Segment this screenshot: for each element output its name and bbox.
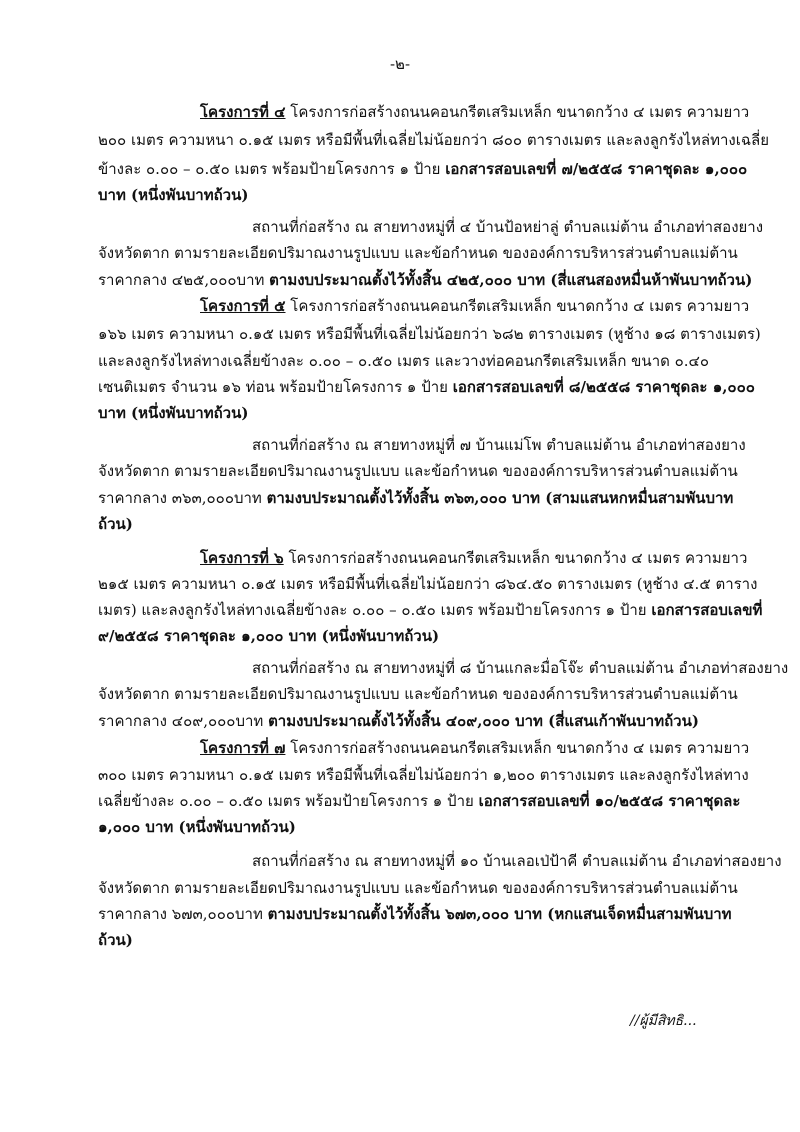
text-line — [98, 485, 734, 511]
text-segment: โครงการก่อสร้างถนนคอนกรีตเสริมเหล็ก ขนาดกว้าง ๔ เมตร ความยาว — [285, 103, 750, 121]
bold-text-segment: บาท (หนึ่งพันบาทถ้วน) — [98, 404, 249, 422]
bold-text-segment: ตามงบประมาณตั้งไว้ทั้งสิ้น ๓๖๓,๐๐๐ บาท (สามแสนหกหมื่นสามพันบาท — [266, 489, 734, 507]
text-segment: สถานที่ก่อสร้าง ณ สายทางหมู่ที่ ๑๐ บ้านเลอเป่ป้าคี ตำบลแม่ต้าน อำเภอท่าสองยาง — [252, 852, 782, 870]
text-line — [98, 623, 730, 649]
text-line — [98, 708, 730, 734]
text-segment: เฉลี่ยข้างละ ๐.๐๐ – ๐.๕๐ เมตร พร้อมป้ายโครงการ ๑ ป้าย — [98, 792, 479, 810]
project-header-line — [200, 293, 750, 319]
text-line — [252, 848, 782, 874]
text-segment: จังหวัดตาก ตามรายละเอียดปริมาณงานรูปแบบ และข้อกำหนด ขององค์การบริหารส่วนตำบลแม่ต้าน — [98, 879, 738, 897]
bold-text-segment: ๑,๐๐๐ บาท (หนึ่งพันบาทถ้วน) — [98, 818, 296, 836]
bold-text-segment: เอกสารสอบเลขที่ ๗/๒๕๕๘ ราคาชุดละ ๑,๐๐๐ — [445, 160, 748, 178]
text-segment: เมตร) และลงลูกรังไหล่ทางเฉลี่ยข้างละ ๐.๐๐ – ๐.๕๐ เมตร พร้อมป้ายโครงการ ๑ ป้าย — [98, 601, 652, 619]
bold-text-segment: เอกสารสอบเลขที่ — [651, 601, 763, 619]
text-line — [98, 511, 730, 537]
text-segment: เซนติเมตร จำนวน ๑๖ ท่อน พร้อมป้ายโครงการ ๑ ป้าย — [98, 378, 453, 396]
text-segment: ๑๖๖ เมตร ความหนา ๐.๑๕ เมตร หรือมีพื้นที่เฉลี่ยไม่น้อยกว่า ๖๘๒ ตารางเมตร (หูช้าง ๑๘ ตารางเมตร) — [98, 325, 761, 343]
text-line — [98, 400, 730, 426]
text-line — [98, 127, 770, 153]
text-segment: ข้างละ ๐.๐๐ – ๐.๕๐ เมตร พร้อมป้ายโครงการ ๑ ป้าย — [98, 160, 446, 178]
page-number: -๒- — [389, 55, 411, 73]
text-segment: ราคากลาง ๔๐๙,๐๐๐บาท — [98, 712, 269, 730]
text-line — [98, 156, 748, 182]
text-segment: ๒๑๕ เมตร ความหนา ๐.๑๕ เมตร หรือมีพื้นที่เฉลี่ยไม่น้อยกว่า ๘๖๔.๕๐ ตารางเมตร (หูช้าง ๔.๕ ตาราง — [98, 575, 758, 593]
text-segment: โครงการก่อสร้างถนนคอนกรีตเสริมเหล็ก ขนาดกว้าง ๔ เมตร ความยาว — [285, 297, 750, 315]
text-line — [98, 875, 738, 901]
text-segment: ๒๐๐ เมตร ความหนา ๐.๑๕ เมตร หรือมีพื้นที่เฉลี่ยไม่น้อยกว่า ๘๐๐ ตารางเมตร และลงลูกรังไหล่ทางเฉลี่ย — [98, 131, 770, 149]
text-segment: ราคากลาง ๖๗๓,๐๐๐บาท — [98, 905, 268, 923]
text-segment: จังหวัดตาก ตามรายละเอียดปริมาณงานรูปแบบ และข้อกำหนด ขององค์การบริหารส่วนตำบลแม่ต้าน — [98, 244, 738, 262]
project-header-line — [200, 735, 750, 761]
project-number-label: โครงการที่ ๖ — [200, 549, 284, 567]
project-number-label: โครงการที่ ๕ — [200, 297, 286, 315]
text-segment: สถานที่ก่อสร้าง ณ สายทางหมู่ที่ ๔ บ้านป้อหย่าลู่ ตำบลแม่ต้าน อำเภอท่าสองยาง — [252, 218, 764, 236]
bold-text-segment: บาท (หนึ่งพันบาทถ้วน) — [98, 186, 249, 204]
text-line — [98, 597, 763, 623]
bold-text-segment: เอกสารสอบเลขที่ ๑๐/๒๕๕๘ ราคาชุดละ — [478, 792, 741, 810]
text-line — [98, 374, 755, 400]
bold-text-segment: ตามงบประมาณตั้งไว้ทั้งสิ้น ๖๗๓,๐๐๐ บาท (หกแสนเจ็ดหมื่นสามพันบาท — [267, 905, 732, 923]
text-line — [98, 182, 730, 208]
text-line — [98, 267, 753, 293]
text-line — [252, 655, 789, 681]
text-line — [98, 321, 761, 347]
bold-text-segment: ตามงบประมาณตั้งไว้ทั้งสิ้น ๔๒๕,๐๐๐ บาท (สี่แสนสองหมื่นห้าพันบาทถ้วน) — [269, 271, 753, 289]
text-segment: จังหวัดตาก ตามรายละเอียดปริมาณงานรูปแบบ และข้อกำหนด ขององค์การบริหารส่วนตำบลแม่ต้าน — [98, 685, 738, 703]
text-segment: สถานที่ก่อสร้าง ณ สายทางหมู่ที่ ๘ บ้านแกละมื่อโจ๊ะ ตำบลแม่ต้าน อำเภอท่าสองยาง — [252, 659, 789, 677]
text-segment: โครงการก่อสร้างถนนคอนกรีตเสริมเหล็ก ขนาดกว้าง ๔ เมตร ความยาว — [285, 739, 750, 757]
project-number-label: โครงการที่ ๔ — [200, 103, 286, 121]
text-line — [98, 814, 730, 840]
text-segment: ราคากลาง ๔๒๕,๐๐๐บาท — [98, 271, 270, 289]
text-segment: ราคากลาง ๓๖๓,๐๐๐บาท — [98, 489, 267, 507]
bold-text-segment: ถ้วน) — [98, 515, 133, 533]
project-header-line — [200, 99, 750, 125]
text-line — [252, 214, 764, 240]
text-segment: และลงลูกรังไหล่ทางเฉลี่ยข้างละ ๐.๐๐ – ๐.๕๐ เมตร และวางท่อคอนกรีตเสริมเหล็ก ขนาด ๐.๔๐ — [98, 352, 710, 370]
text-line — [98, 348, 730, 374]
text-line — [98, 788, 741, 814]
text-line — [98, 927, 730, 953]
bold-text-segment: ๙/๒๕๕๘ ราคาชุดละ ๑,๐๐๐ บาท (หนึ่งพันบาทถ้วน) — [98, 627, 440, 645]
project-header-line — [200, 545, 748, 571]
bold-text-segment: ตามงบประมาณตั้งไว้ทั้งสิ้น ๔๐๙,๐๐๐ บาท (สี่แสนเก้าพันบาทถ้วน) — [268, 712, 699, 730]
text-line — [98, 901, 730, 927]
bold-text-segment: เอกสารสอบเลขที่ ๘/๒๕๕๘ ราคาชุดละ ๑,๐๐๐ — [452, 378, 755, 396]
text-line — [252, 432, 746, 458]
text-line — [98, 458, 738, 484]
text-segment: จังหวัดตาก ตามรายละเอียดปริมาณงานรูปแบบ และข้อกำหนด ขององค์การบริหารส่วนตำบลแม่ต้าน — [98, 462, 738, 480]
text-segment: ๓๐๐ เมตร ความหนา ๐.๑๕ เมตร หรือมีพื้นที่เฉลี่ยไม่น้อยกว่า ๑,๒๐๐ ตารางเมตร และลงลูกรังไหล่ทาง — [98, 766, 749, 784]
project-number-label: โครงการที่ ๗ — [200, 739, 286, 757]
continuation-note: //ผู้มีสิทธิ... — [630, 1013, 697, 1029]
text-line — [98, 240, 738, 266]
text-line — [98, 762, 749, 788]
text-line — [98, 681, 738, 707]
text-segment: โครงการก่อสร้างถนนคอนกรีตเสริมเหล็ก ขนาดกว้าง ๔ เมตร ความยาว — [283, 549, 748, 567]
bold-text-segment: ถ้วน) — [98, 931, 133, 949]
text-segment: สถานที่ก่อสร้าง ณ สายทางหมู่ที่ ๗ บ้านแม่โพ ตำบลแม่ต้าน อำเภอท่าสองยาง — [252, 436, 746, 454]
text-line — [98, 571, 758, 597]
